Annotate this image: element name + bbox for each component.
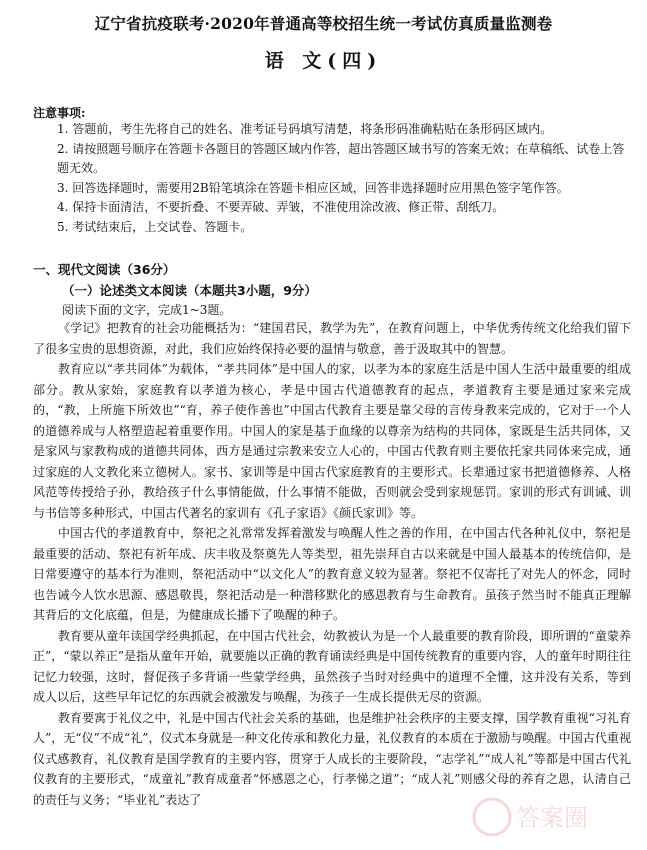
passage-paragraph: 《学记》把教育的社会功能概括为：“建国君民，教学为先”，在教育问题上，中华优秀传统文化给我们留下了很多宝贵的思想资源，对此，我们应始终保持必要的温情与敬意，善于汲取其中的智慧。 [33,321,631,356]
passage-paragraph: 中国古代的孝道教育中，祭祀之礼常常发挥着激发与唤醒人性之善的作用，在中国古代各种礼仪中，祭祀是最重要的活动、祭祀有祈年成、庆丰收及祭奠先人等类型，祖先崇拜自古以来就是中国人最基本的传统信仰，是日常要遵守的基本行为准则，祭祀活动中“以文化人”的教育意义较为显著。祭祀不仅寄托了对先人的怀念，同时也告诫今人饮水思源、感恩敬畏，祭祀活动是一种潜移默化的感恩教育与生命教育。虽孩子然当时不能真正理解其背后的文化底蕴，但是，为健康成长播下了唤醒的种子。 [33,526,631,622]
notices-list [33,120,633,238]
page-title: 辽宁省抗疫联考·2020年普通高等校招生统一考试仿真质量监测卷 [94,14,553,33]
passage-paragraph: 教育要从童年读国学经典抓起，在中国古代社会，幼教被认为是一个人最重要的教育阶段，即所谓的“童蒙养正”，“蒙以养正”是指从童年开始，就要施以正确的教育诵读经典是中国传统教育的重要内容，人的童年时期往往记忆力较强，这时，督促孩子多背诵一些蒙学经典，虽然孩子当时对经典中的道理不全懂，这并没有关系，等到成人以后，这些早年记忆的东西就会被激发与唤醒，为孩子一生成长提供无尽的资源。 [33,628,631,704]
passage-paragraph: 教育应以“孝共同体”为载体，“孝共同体”是中国人的家，以孝为本的家庭生活是中国人生活中最重要的组成部分。教从家始，家庭教育以孝道为核心，孝是中国古代道德教育的起点，孝道教育主要是通过家来完成的，“教，上所施下所效也”“育，养子使作善也”中国古代教育主要是靠父母的言传身教来完成的，它对于一个人的道德养成与人格塑造起着重要作用。中国人的家是基于血缘的以尊亲为结构的共同体，家既是生活共同体，又是家风与家教构成的道德共同体，西方是通过宗教来安立人心的，中国古代教育则主要依托家共同体来完成，通过家庭的人文教化来立德树人。家书、家训等是中国古代家庭教育的主要形式。长辈通过家书把道德修养、人格风范等传授给子孙，教给孩子什么事情能做，什么事情不能做，否则就会受到家规惩罚。家训的形式有训诫、训与书信等多种形式，中国古代著名的家训有《孔子家语》《颜氏家训》等。 [33,362,631,520]
notice-item: 3. 回答选择题时，需要用2B铅笔填涂在答题卡相应区域，回答非选择题时应用黑色签字笔作答。 [57,180,569,195]
passage [33,318,631,810]
notices-heading: 注意事项: [33,106,86,120]
notice-item: 1. 答题前，考生先将自己的姓名、准考证号码填写清楚，将条形码准确粘贴在条形码区域内。 [57,122,553,136]
section-subheading: （一）论述类文本阅读（本题共3小题，9分） [62,283,317,298]
notice-item: 5. 考试结束后，上交试卷、答题卡。 [57,219,253,234]
passage-paragraph: 教育要寓于礼仪之中，礼是中国古代社会关系的基础，也是维护社会秩序的主要支撑，国学教育重视“习礼育人”，无“仪”不成“礼”，仪式本身就是一种文化传承和教化力量，礼仪教育的本质在于激励与唤醒。中国古代重视仪式感教育，礼仪教育是国学教育的主要内容，贯穿于人成长的主要阶段，“志学礼”“成人礼”等都是中国古代礼仪教育的主要形式，“成童礼”教育成童者“怀感恩之心，行孝悌之道”；“成人礼”则感父母的养育之恩，认清自己的责任与义务；“毕业礼”表达了 [33,710,631,807]
section-heading: 一、现代文阅读（36分） [33,262,176,277]
notice-item: 2. 请按照题号顺序在答题卡各题目的答题区域内作答，超出答题区域书写的答案无效；在草稿纸、试卷上答题无效。 [57,141,625,176]
page-subtitle: 语 文(四) [264,50,383,72]
notice-item: 4. 保持卡面清洁，不要折叠、不要弄破、弄皱，不准使用涂改液、修正带、刮纸刀。 [57,200,505,215]
watermark-text: 答案圈 [516,804,588,832]
section-instruction: 阅读下面的文字，完成1~3题。 [62,303,232,317]
watermark-logo [470,790,630,845]
